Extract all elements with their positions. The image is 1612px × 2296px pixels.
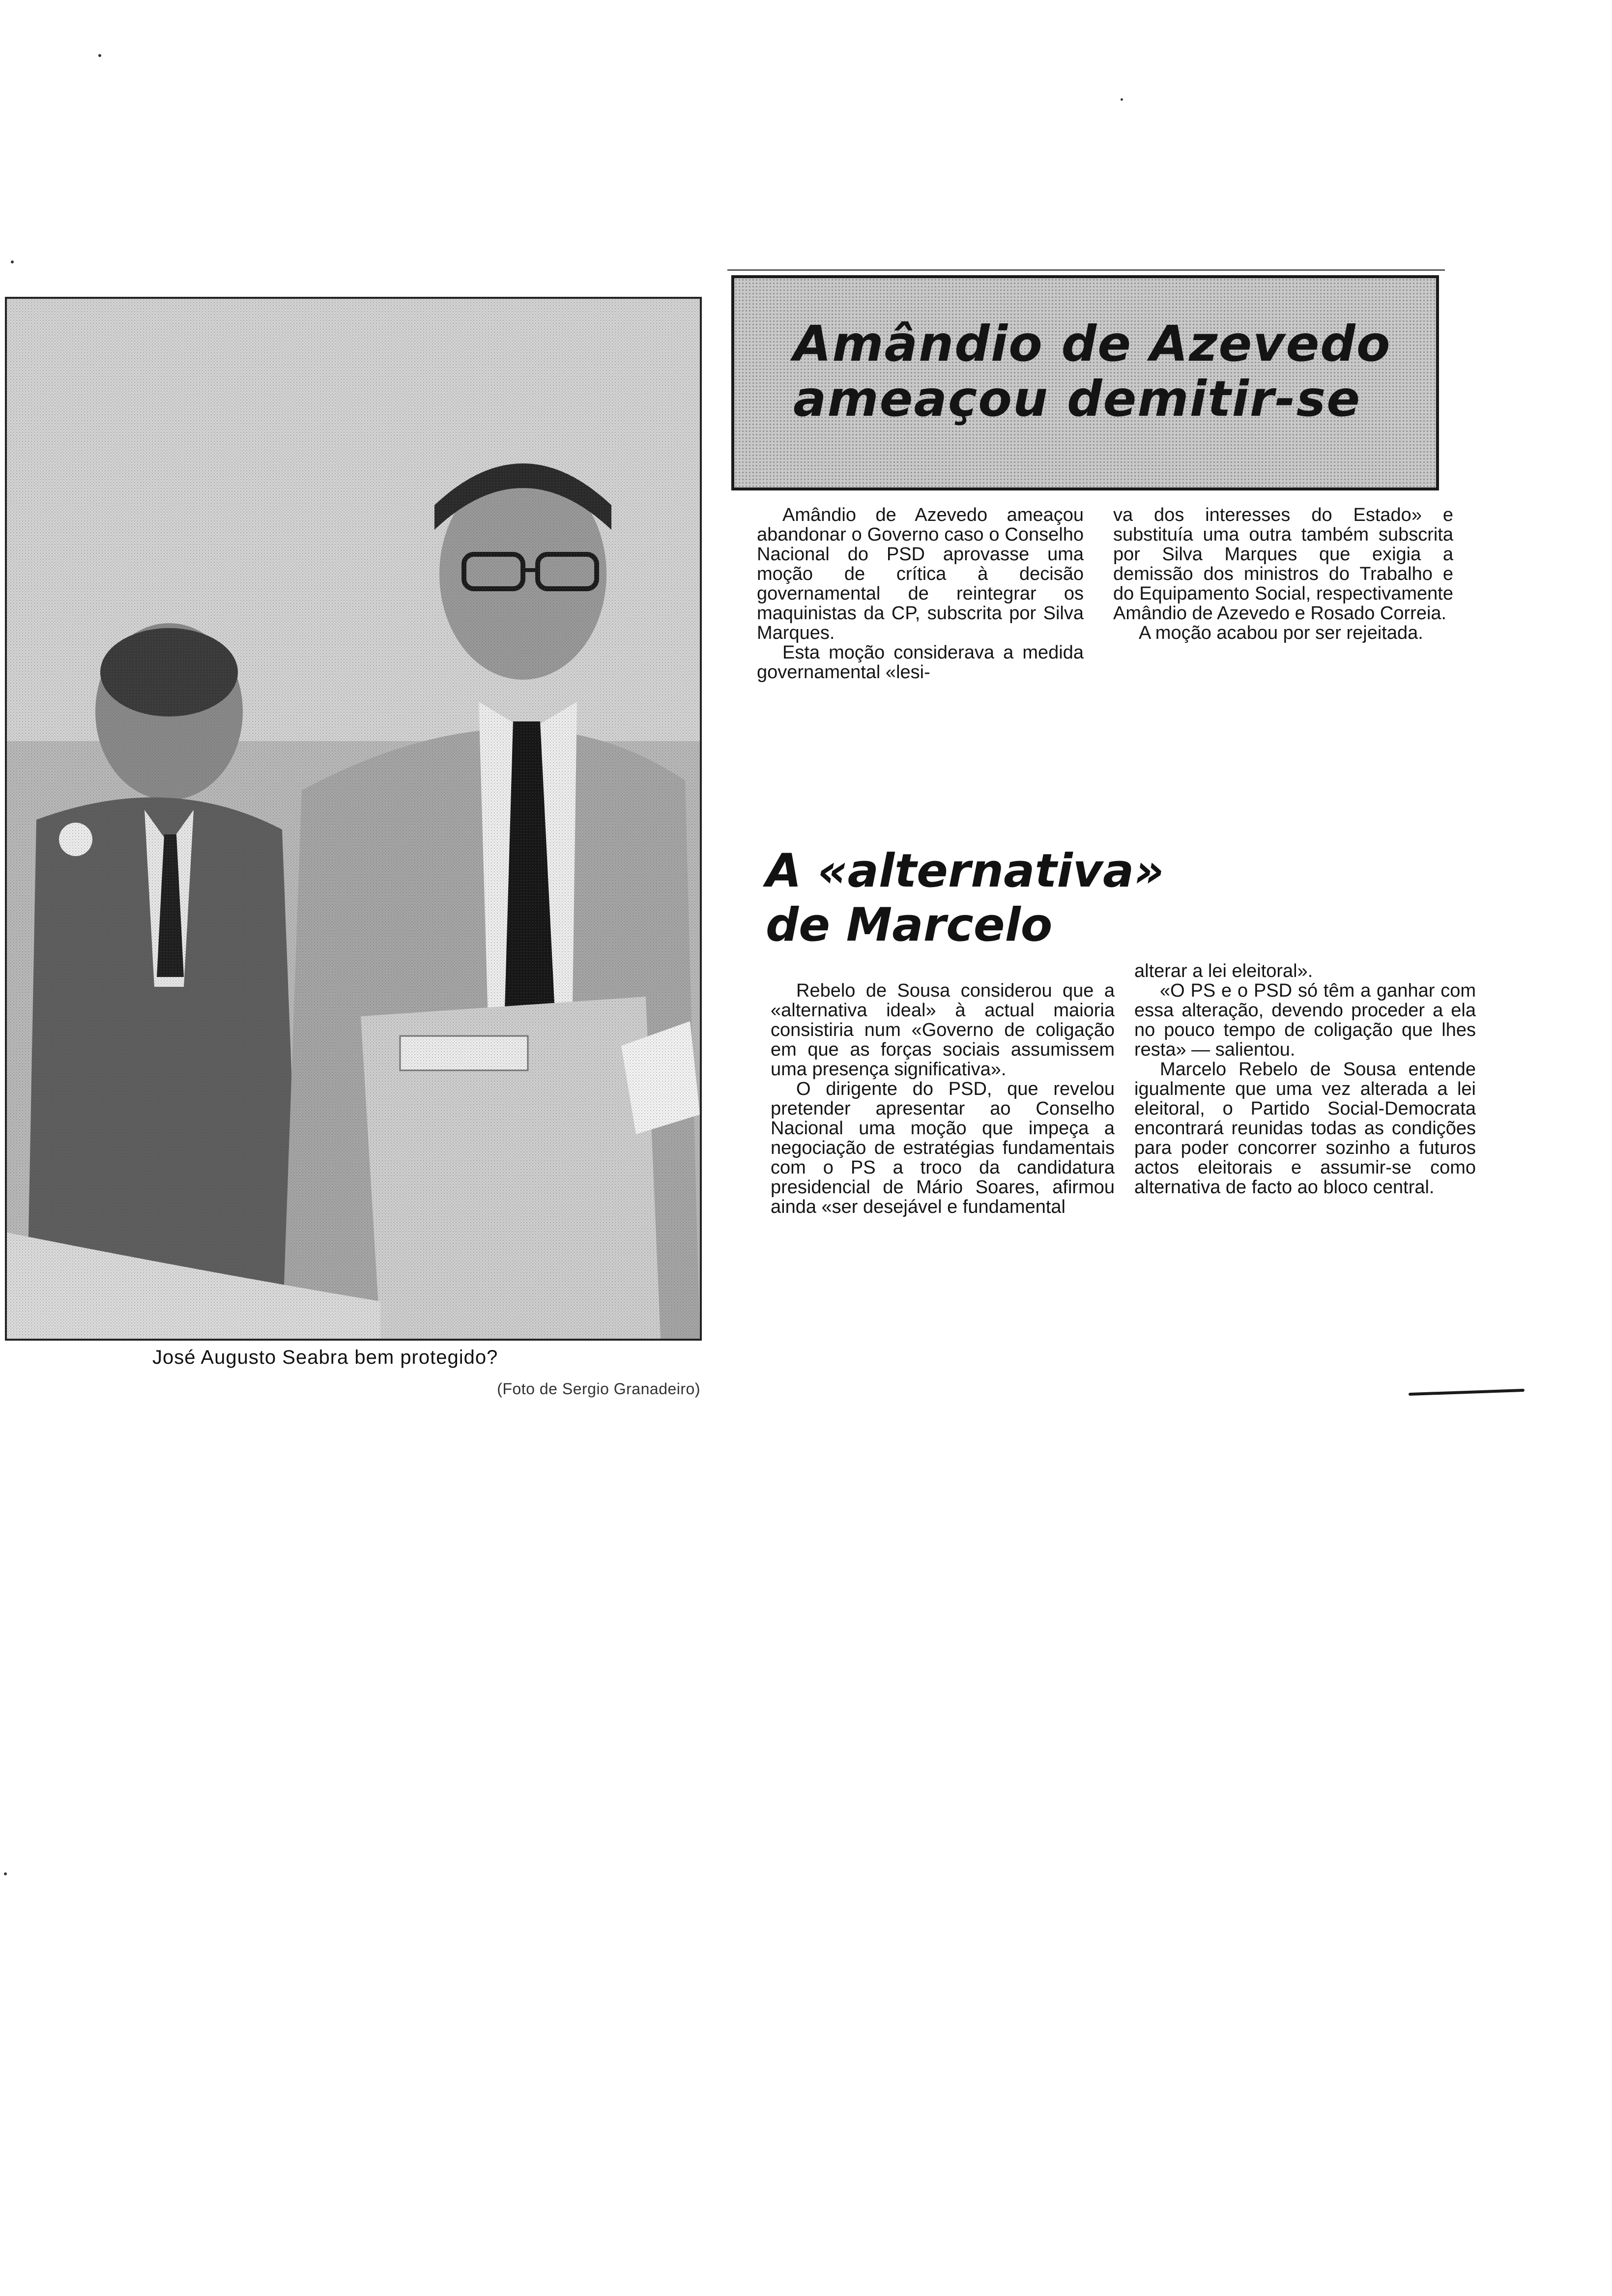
second-article-paragraph: Marcelo Rebelo de Sousa entende igualmente que uma vez alterada a lei eleitoral, o Partido Social-Democrata encontrará reunidas todas as condições para poder concorrer sozinho a futuros actos eleitorais e assumir-se como alternativa de facto ao bloco central. <box>1134 1059 1476 1198</box>
second-headline-line2: de Marcelo <box>766 898 1053 952</box>
photo-illustration <box>7 299 700 1339</box>
scan-speck <box>98 54 101 57</box>
second-article-paragraph: alterar a lei eleitoral». <box>1134 961 1313 981</box>
second-article-paragraph: «O PS e o PSD só têm a ganhar com essa alteração, devendo proceder a ela no pouco tempo de coligação que lhes resta» — salientou. <box>1134 980 1476 1060</box>
second-article-column-1 <box>771 981 1115 1217</box>
main-article-paragraph: va dos interesses do Estado» e substituía uma outra também subscrita por Silva Marques que exigia a demissão dos ministros do Trabalho e do Equipamento Social, respectivamente Amândio de Azevedo e Rosado Correia. <box>1113 505 1453 624</box>
scan-speck <box>11 260 14 263</box>
scan-speck <box>1121 98 1123 101</box>
news-photo <box>5 297 702 1341</box>
second-headline-line1: A «alternativa» <box>766 844 1164 898</box>
clipping-top-edge <box>727 269 1445 271</box>
headline-box <box>731 275 1439 490</box>
main-article-paragraph: Amândio de Azevedo ameaçou abandonar o Governo caso o Conselho Nacional do PSD aprovasse uma moção de crítica à decisão governamental de reintegrar os maquinistas da CP, subscrita por Silva Marques. <box>757 505 1084 643</box>
main-headline-line2: ameaçou demitir-se <box>793 370 1361 428</box>
scan-speck <box>4 1872 7 1875</box>
second-article-column-2 <box>1134 961 1476 1197</box>
second-article-paragraph: Rebelo de Sousa considerou que a «alternativa ideal» à actual maioria consistiria num «Governo de coligação em que as forças sociais assumissem uma presença significativa». <box>771 980 1115 1080</box>
photo-caption: José Augusto Seabra bem protegido? <box>152 1347 498 1368</box>
main-headline-line1: Amândio de Azevedo <box>793 315 1391 373</box>
main-article-column-2 <box>1113 505 1453 643</box>
second-article-paragraph: O dirigente do PSD, que revelou pretender apresentar ao Conselho Nacional uma moção que impeça a negociação de estratégias fundamentais com o PS a troco da candidatura presidencial de Mário Soares, afirmou ainda «ser desejável e fundamental <box>771 1079 1115 1217</box>
main-article-paragraph: Esta moção considerava a medida governamental «lesi- <box>757 642 1084 683</box>
main-headline <box>793 316 1391 427</box>
main-article-column-1 <box>757 505 1084 682</box>
main-article-paragraph: A moção acabou por ser rejeitada. <box>1139 623 1423 643</box>
photo-credit: (Foto de Sergio Granadeiro) <box>497 1380 700 1398</box>
end-rule <box>1409 1389 1525 1396</box>
second-headline <box>766 844 1164 952</box>
